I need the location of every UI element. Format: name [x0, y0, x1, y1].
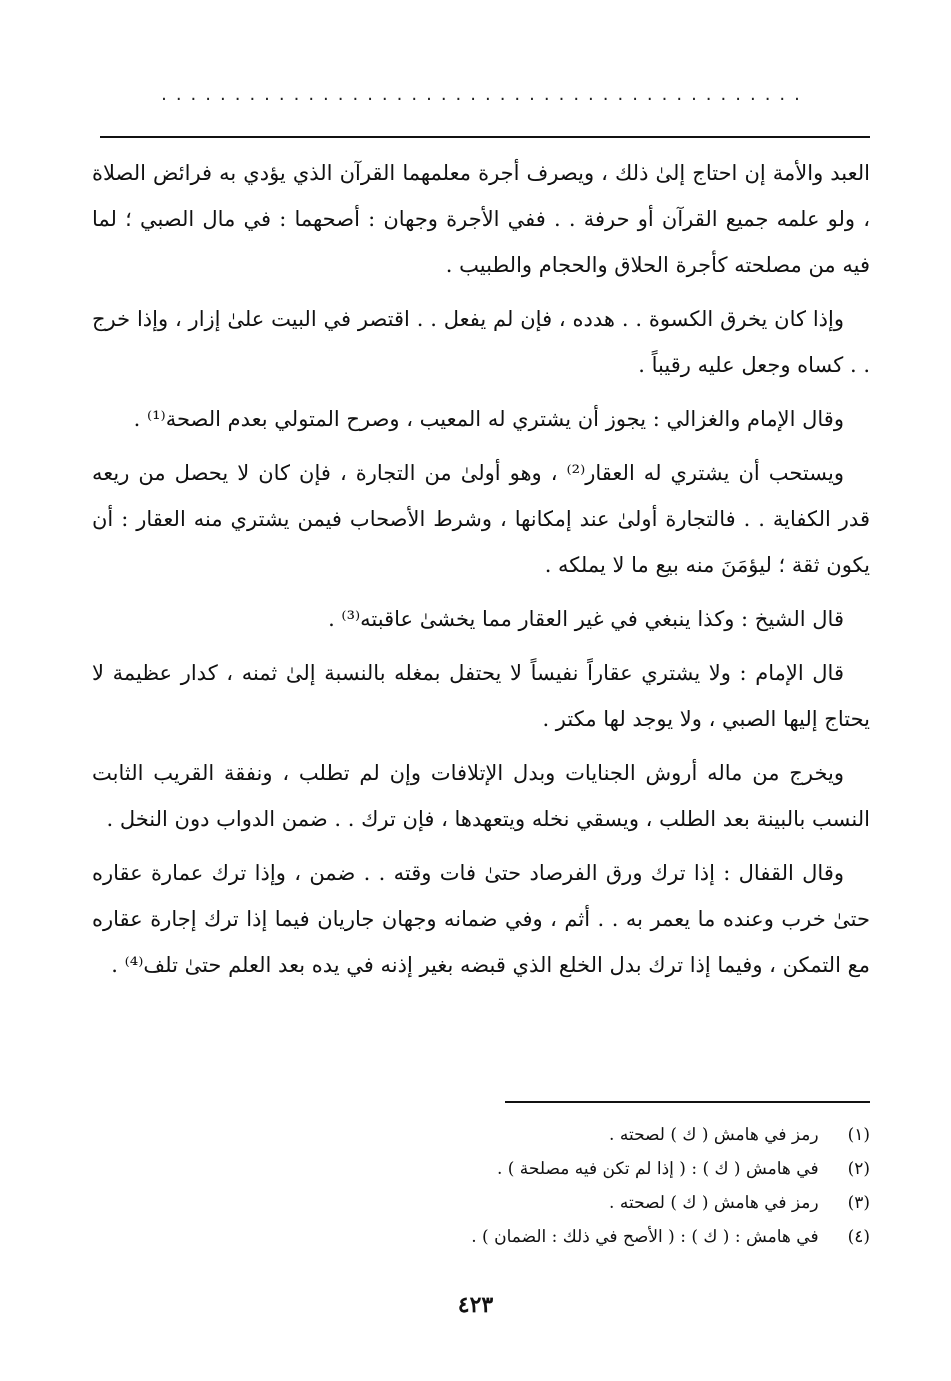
footnote-number: (١): [847, 1125, 870, 1145]
footnotes: [300, 1118, 870, 1254]
footnote-text: في هامش ( ك ) : ( إذا لم تكن فيه مصلحة ) .: [496, 1159, 819, 1179]
page-number: ٤٢٣: [457, 1292, 494, 1318]
footnote-text: رمز في هامش ( ك ) لصحته .: [609, 1125, 819, 1145]
footnote-text: رمز في هامش ( ك ) لصحته .: [609, 1193, 819, 1213]
main-text: [92, 150, 870, 996]
paragraph: ويستحب أن يشتري له العقار⁽²⁾ ، وهو أولىٰ من التجارة ، فإن كان لا يحصل من ريعه قدر الكفاية . . فالتجارة أولىٰ عند إمكانها ، وشرط الأصحاب فيمن يشتري منه العقار : أن يكون ثقة ؛ ليؤمَنَ منه بيع ما لا يملكه .: [92, 461, 870, 577]
footnote-number: (٣): [847, 1193, 870, 1213]
paragraph: ويخرج من ماله أروش الجنايات وبدل الإتلافات وإن لم تطلب ، ونفقة القريب الثابت النسب بالبينة بعد الطلب ، ويسقي نخله ويتعهدها ، فإن ترك . . ضمن الدواب دون النخل .: [92, 761, 870, 831]
header-dotted-line: ............................................: [161, 84, 809, 105]
footnote: [300, 1186, 870, 1220]
footnote: [300, 1118, 870, 1152]
footnote-separator: [505, 1101, 870, 1103]
footnote: [300, 1220, 870, 1254]
paragraph: وقال الإمام والغزالي : يجوز أن يشتري له المعيب ، وصرح المتولي بعدم الصحة⁽¹⁾ .: [133, 407, 844, 431]
paragraph: العبد والأمة إن احتاج إلىٰ ذلك ، ويصرف أجرة معلمهما القرآن الذي يؤدي به فرائض الصلاة ، ولو علمه جميع القرآن أو حرفة . . ففي الأجرة وجهان : أصحهما : في مال الصبي ؛ لما فيه من مصلحته كأجرة الحلاق والحجام والطبيب .: [92, 161, 870, 277]
header-rule: [100, 136, 870, 138]
paragraph: وإذا كان يخرق الكسوة . . هدده ، فإن لم يفعل . . اقتصر في البيت علىٰ إزار ، وإذا خرج . . كساه وجعل عليه رقيباً .: [92, 307, 870, 377]
paragraph: وقال القفال : إذا ترك ورق الفرصاد حتىٰ فات وقته . . ضمن ، وإذا ترك عمارة عقاره حتىٰ خرب وعنده ما يعمر به . . أثم ، وفي ضمانه وجهان جاريان فيما إذا ترك إجارة عقاره مع التمكن ، وفيما إذا ترك بدل الخلع الذي قبضه بغير إذنه في يده بعد العلم حتىٰ تلف⁽⁴⁾ .: [92, 861, 870, 977]
paragraph: قال الشيخ : وكذا ينبغي في غير العقار مما يخشىٰ عاقبته⁽³⁾ .: [328, 607, 844, 631]
footnote-text: في هامش : ( ك ) : ( الأصح في ذلك : الضمان ) .: [471, 1227, 819, 1247]
paragraph: قال الإمام : ولا يشتري عقاراً نفيساً لا يحتفل بمغله بالنسبة إلىٰ ثمنه ، كدار عظيمة لا يحتاج إليها الصبي ، ولا يوجد لها مكتر .: [92, 661, 870, 731]
footnote-number: (٤): [847, 1227, 870, 1247]
footnote-number: (٢): [847, 1159, 870, 1179]
footnote: [300, 1152, 870, 1186]
